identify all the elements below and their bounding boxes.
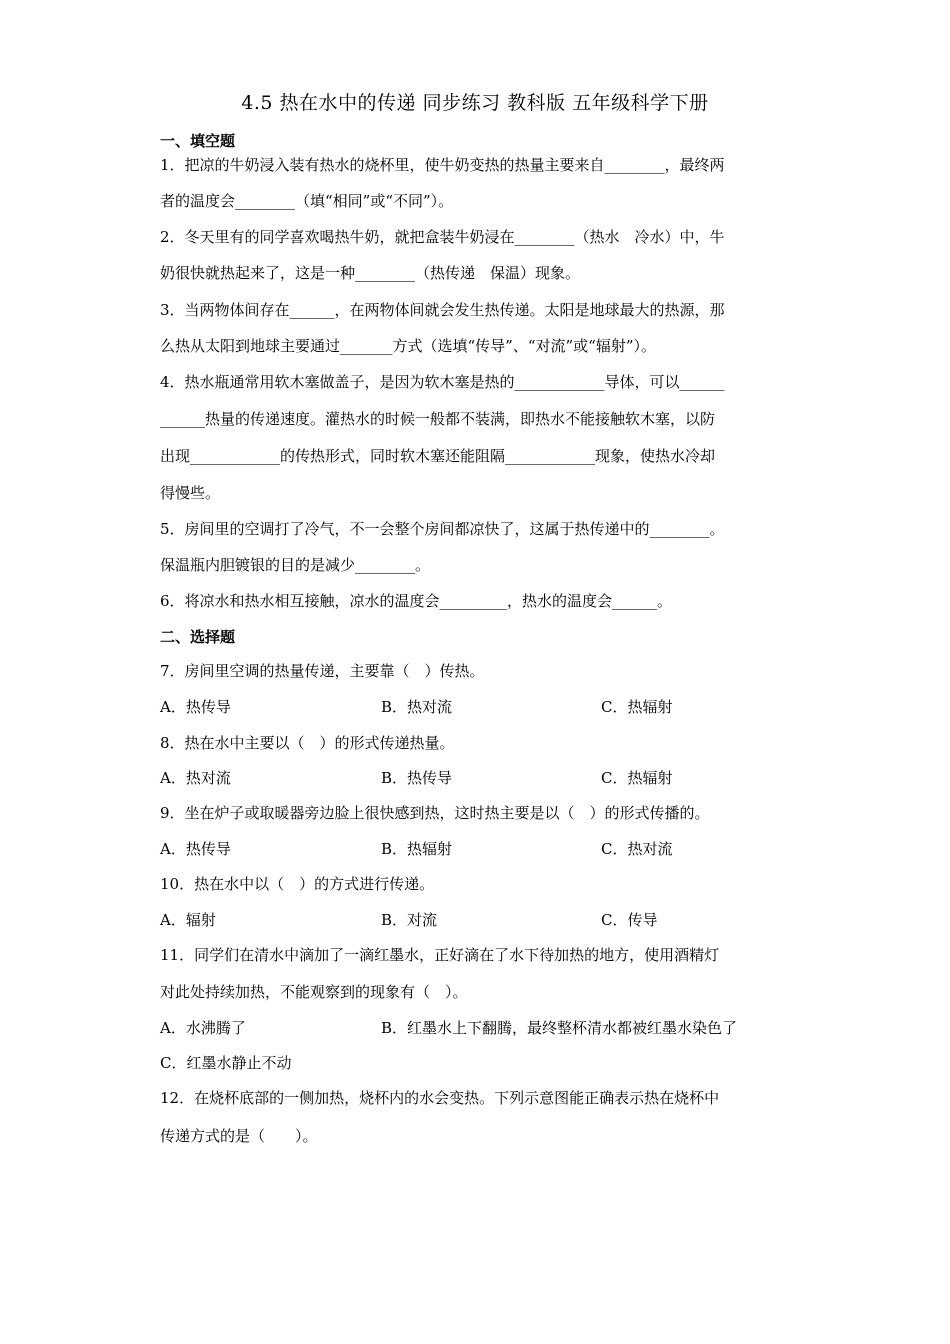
option-b: B．热辐射 [381, 840, 453, 858]
question-7: 7．房间里空调的热量传递，主要靠（ ）传热。 [160, 662, 485, 680]
option-a: A．热对流 [160, 769, 231, 787]
option-a: A．水沸腾了 [160, 1019, 246, 1037]
page-title: 4.5 热在水中的传递 同步练习 教科版 五年级科学下册 [241, 92, 709, 114]
question-line: 2．冬天里有的同学喜欢喝热牛奶，就把盒装牛奶浸在________（热水 冷水）中，牛 [160, 228, 725, 246]
question-line: 么热从太阳到地球主要通过_______方式（选填“传导”、“对流”或“辐射”）。 [160, 337, 657, 355]
option-c: C．热辐射 [601, 769, 673, 787]
question-line: 5．房间里的空调打了冷气，不一会整个房间都凉快了，这属于热传递中的________。 [160, 520, 725, 538]
option-a: A．热传导 [160, 840, 231, 858]
option-a: A．热传导 [160, 698, 231, 716]
option-c: C．热对流 [601, 840, 673, 858]
section-heading-choice: 二、选择题 [160, 628, 236, 646]
question-line: 保温瓶内胆镀银的目的是减少________。 [160, 556, 431, 574]
option-a: A．辐射 [160, 911, 216, 929]
option-c: C．传导 [601, 911, 658, 929]
question-line: 者的温度会________（填“相同”或“不同”）。 [160, 192, 454, 210]
option-b: B．热传导 [381, 769, 453, 787]
question-line: 得慢些。 [160, 484, 221, 502]
question-12: 12．在烧杯底部的一侧加热，烧杯内的水会变热。下列示意图能正确表示热在烧杯中 [160, 1089, 720, 1107]
option-b: B．红墨水上下翻腾，最终整杯清水都被红墨水染色了 [381, 1019, 738, 1037]
option-c: C．红墨水静止不动 [160, 1054, 292, 1072]
question-line: 6．将凉水和热水相互接触，凉水的温度会_________，热水的温度会______。 [160, 592, 673, 610]
question-line: ______热量的传递速度。灌热水的时候一般都不装满，即热水不能接触软木塞，以防 [160, 410, 716, 428]
option-c: C．热辐射 [601, 698, 673, 716]
question-8: 8．热在水中主要以（ ）的形式传递热量。 [160, 734, 455, 752]
question-line: 4．热水瓶通常用软木塞做盖子，是因为软木塞是热的____________导体，可以______ [160, 373, 725, 391]
question-9: 9．坐在炉子或取暖器旁边脸上很快感到热，这时热主要是以（ ）的形式传播的。 [160, 804, 710, 822]
question-11-cont: 对此处持续加热，不能观察到的现象有（ ）。 [160, 983, 468, 1001]
question-12-cont: 传递方式的是（ ）。 [160, 1127, 318, 1145]
question-line: 奶很快就热起来了，这是一种________（热传递 保温）现象。 [160, 264, 581, 282]
question-line: 出现____________的传热形式，同时软木塞还能阻隔____________现象，使热水冷却 [160, 447, 716, 465]
question-line: 1．把凉的牛奶浸入装有热水的烧杯里，使牛奶变热的热量主要来自________，最终两 [160, 156, 725, 174]
question-line: 3．当两物体间存在______，在两物体间就会发生热传递。太阳是地球最大的热源，那 [160, 301, 725, 319]
question-10: 10．热在水中以（ ）的方式进行传递。 [160, 875, 435, 893]
option-b: B．热对流 [381, 698, 453, 716]
question-11: 11．同学们在清水中滴加了一滴红墨水，正好滴在了水下待加热的地方，使用酒精灯 [160, 946, 720, 964]
option-b: B．对流 [381, 911, 438, 929]
section-heading-fill-blank: 一、填空题 [160, 132, 236, 150]
